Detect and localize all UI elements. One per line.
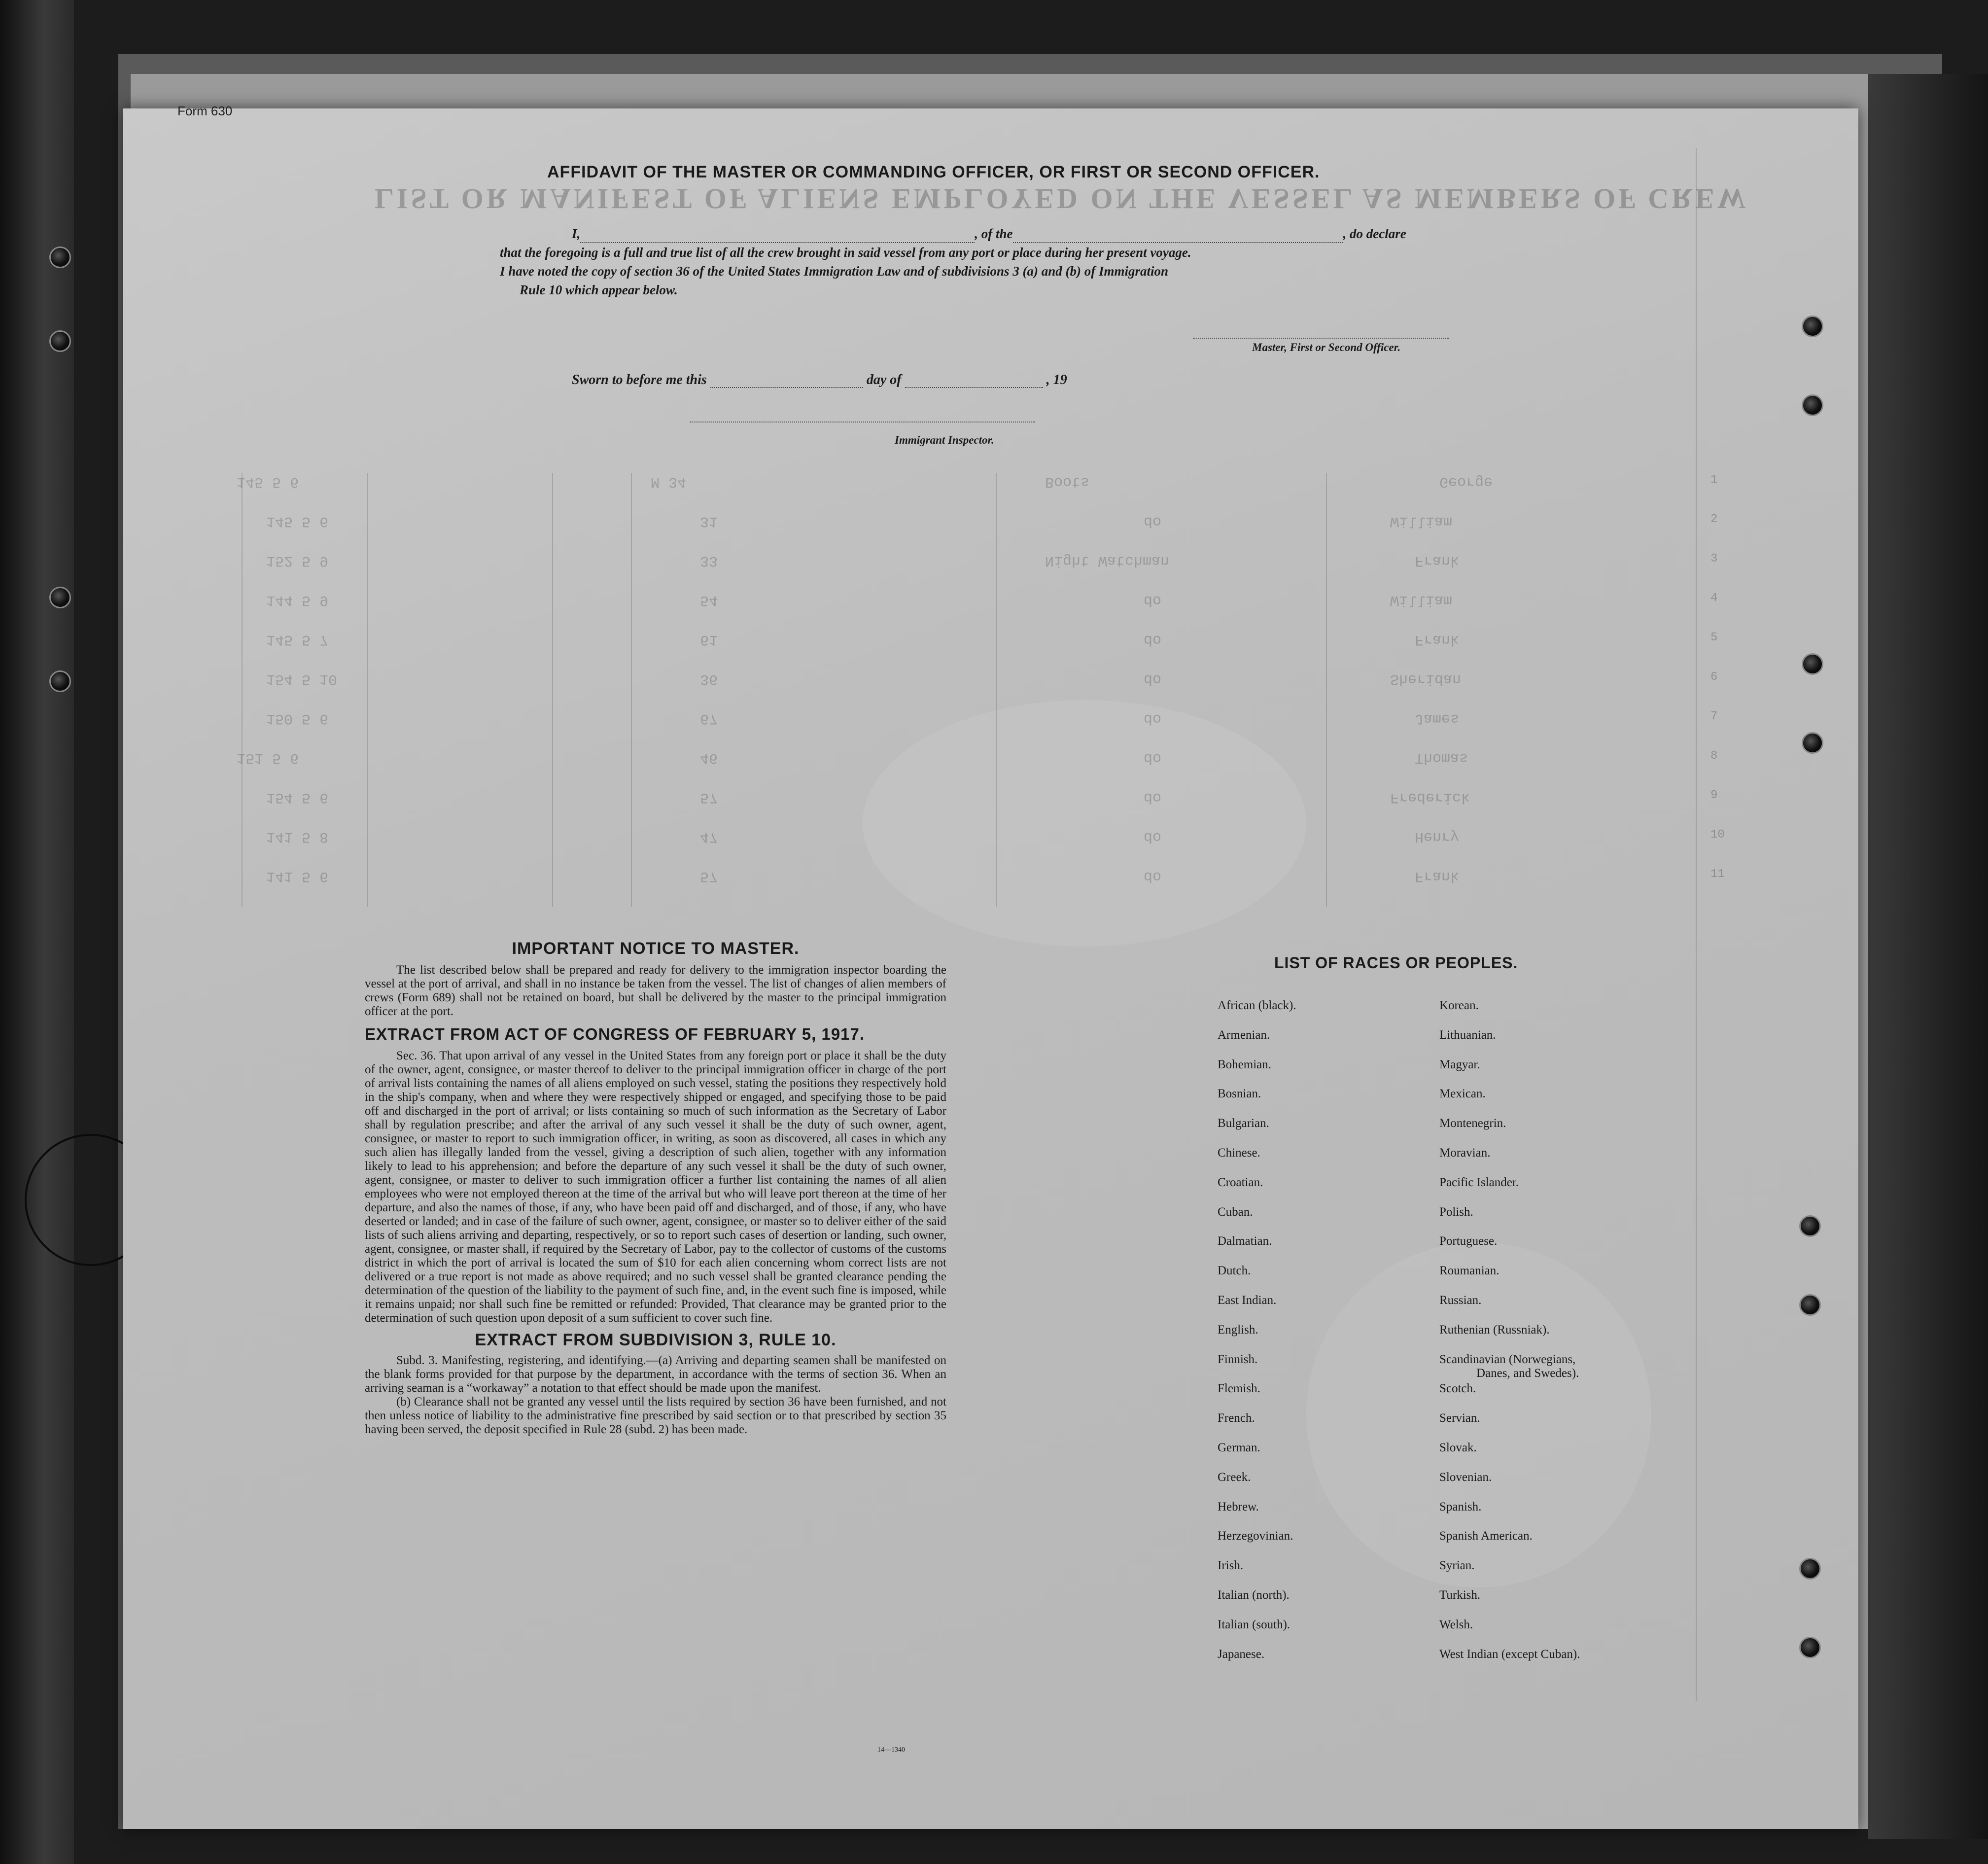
punch-hole xyxy=(1799,1294,1821,1316)
race-item: Russian. xyxy=(1439,1293,1482,1307)
race-item: Montenegrin. xyxy=(1439,1117,1506,1130)
sworn-month-blank xyxy=(905,375,1043,388)
race-item: Italian (north). xyxy=(1218,1588,1290,1602)
bleed-through-row: 154 5 6 57 do Frederick xyxy=(266,789,1470,806)
bleed-through-title: LIST OR MANIFEST OF ALIENS EMPLOYED ON THE VESSEL AS MEMBERS OF CREW xyxy=(375,183,1749,215)
binder-edge xyxy=(0,0,74,1864)
race-item: Portuguese. xyxy=(1439,1234,1498,1248)
margin-number: 2 xyxy=(1710,513,1718,526)
punch-hole xyxy=(1802,732,1823,754)
notice-title: IMPORTANT NOTICE TO MASTER. xyxy=(512,939,800,958)
race-item: Syrian. xyxy=(1439,1559,1475,1573)
race-item: Scotch. xyxy=(1439,1382,1476,1396)
affidavit-i: I, xyxy=(572,226,581,241)
margin-number: 6 xyxy=(1710,670,1718,684)
punch-hole xyxy=(1799,1637,1821,1658)
bleed-through-line xyxy=(1696,148,1697,1701)
punch-hole xyxy=(1802,653,1823,675)
margin-number: 11 xyxy=(1710,868,1725,881)
sworn-line xyxy=(572,372,1067,388)
race-item: Moravian. xyxy=(1439,1146,1491,1160)
punch-hole xyxy=(1799,1215,1821,1237)
bleed-through-row: 141 5 6 57 do Frank xyxy=(266,868,1460,884)
punch-hole xyxy=(1799,1558,1821,1580)
notice-section xyxy=(365,939,946,1437)
bleed-through-row: 151 5 6 46 do Thomas xyxy=(237,749,1468,766)
race-item: French. xyxy=(1218,1411,1255,1425)
affidavit-line-2: that the foregoing is a full and true list of all the crew brought in said vessel from any port or place during her present voyage. xyxy=(500,245,1191,260)
bleed-through-row: 144 5 9 54 do William xyxy=(266,592,1453,608)
punch-hole xyxy=(49,670,71,692)
race-item: Magyar. xyxy=(1439,1057,1480,1071)
races-left-column xyxy=(1218,999,1296,1677)
bleed-through-row: 150 5 6 67 do James xyxy=(266,710,1460,727)
notice-body: The list described below shall be prepared and ready for delivery to the immigration inspector boarding the vessel at the port of arrival, and shall in no instance be taken from the vessel. The list of changes of alien members of crews (Form 689) shall not be retained on board, but shall be delivered by the master to the principal immigration officer at the port. xyxy=(365,963,946,1018)
race-item: Armenian. xyxy=(1218,1028,1270,1042)
race-item: Scandinavian (Norwegians, xyxy=(1439,1352,1576,1366)
race-item: Cuban. xyxy=(1218,1205,1253,1219)
race-item: Spanish American. xyxy=(1439,1529,1533,1543)
bleed-through-row: 141 5 8 47 do Henry xyxy=(266,828,1460,845)
bleed-through-row: 145 5 6 31 do William xyxy=(266,513,1453,529)
race-item: Roumanian. xyxy=(1439,1264,1500,1278)
race-item: Pacific Islander. xyxy=(1439,1175,1519,1189)
race-item: Korean. xyxy=(1439,999,1479,1012)
race-item: Japanese. xyxy=(1218,1647,1265,1661)
affidavit-text xyxy=(493,224,1479,299)
race-item: Mexican. xyxy=(1439,1087,1486,1101)
bleed-through-row: 154 5 10 36 do Sheridan xyxy=(266,670,1462,687)
race-item: Ruthenian (Russniak). xyxy=(1439,1323,1550,1336)
affidavit-line-3: I have noted the copy of section 36 of the United States Immigration Law and of subdivisions 3 (a) and (b) of Immigration xyxy=(500,264,1169,279)
paper-smudge xyxy=(863,700,1306,947)
day-of-label: day of xyxy=(866,372,902,387)
punch-hole xyxy=(49,246,71,268)
extract2-part-a: Subd. 3. Manifesting, registering, and identifying.—(a) Arriving and departing seamen shall be manifested on the blank forms provided for that purpose by the department, in accordance with the terms of section 36. When an arriving seaman is a “workaway” a notation to that effect should be made upon the manifest. xyxy=(365,1354,946,1395)
race-item: Finnish. xyxy=(1218,1352,1258,1366)
race-item: Dalmatian. xyxy=(1218,1234,1272,1248)
sworn-day-blank xyxy=(710,375,863,388)
margin-number: 3 xyxy=(1710,552,1718,565)
race-item: Flemish. xyxy=(1218,1382,1260,1396)
print-code: 14—1340 xyxy=(877,1746,905,1754)
inspector-label: Immigrant Inspector. xyxy=(895,434,994,446)
race-item: Slovenian. xyxy=(1439,1470,1492,1484)
vessel-name-blank xyxy=(1013,230,1343,243)
race-item: Hebrew. xyxy=(1218,1500,1259,1513)
race-item: Spanish. xyxy=(1439,1500,1482,1513)
race-item: Polish. xyxy=(1439,1205,1473,1219)
margin-number: 9 xyxy=(1710,789,1718,802)
race-item: Dutch. xyxy=(1218,1264,1251,1278)
race-item: German. xyxy=(1218,1441,1260,1454)
punch-hole xyxy=(49,587,71,608)
punch-hole xyxy=(1802,316,1823,337)
affidavit-declare: , do declare xyxy=(1343,226,1406,241)
race-item: West Indian (except Cuban). xyxy=(1439,1647,1580,1661)
punch-hole xyxy=(49,330,71,352)
binder-right-edge xyxy=(1868,74,1988,1839)
affidavit-line-4: Rule 10 which appear below. xyxy=(520,282,678,297)
extract1-title: EXTRACT FROM ACT OF CONGRESS OF FEBRUARY 5, 1917. xyxy=(365,1025,865,1043)
master-label: Master, First or Second Officer. xyxy=(1252,341,1401,353)
race-item: Croatian. xyxy=(1218,1175,1263,1189)
affidavit-title: AFFIDAVIT OF THE MASTER OR COMMANDING OFFICER, OR FIRST OR SECOND OFFICER. xyxy=(547,163,1320,181)
race-item: East Indian. xyxy=(1218,1293,1277,1307)
race-item: Bulgarian. xyxy=(1218,1117,1269,1130)
bleed-through-row: 152 5 9 33 Night Watchman Frank xyxy=(266,552,1460,569)
race-item: Turkish. xyxy=(1439,1588,1481,1602)
race-item: Chinese. xyxy=(1218,1146,1260,1160)
bleed-through-row: 145 5 7 61 do Frank xyxy=(266,631,1460,648)
extract2-part-b: (b) Clearance shall not be granted any vessel until the lists required by section 36 have been furnished, and not then unless notice of liability to the administrative fine prescribed by said section or to that prescribed by section 35 having been served, the deposit specified in Rule 28 (subd. 2) has been made. xyxy=(365,1395,946,1436)
margin-number: 4 xyxy=(1710,592,1718,605)
margin-number: 7 xyxy=(1710,710,1718,723)
margin-number: 1 xyxy=(1710,473,1718,487)
bleed-through-row: 145 5 6 M 34 Boots George xyxy=(237,473,1493,490)
race-item: English. xyxy=(1218,1323,1258,1336)
race-item: Irish. xyxy=(1218,1559,1244,1573)
race-item: Greek. xyxy=(1218,1470,1251,1484)
race-item: Welsh. xyxy=(1439,1618,1473,1631)
year-label: , 19 xyxy=(1046,372,1067,387)
races-title: LIST OF RACES OR PEOPLES. xyxy=(1274,954,1518,972)
master-signature-line xyxy=(1193,338,1449,339)
race-item: African (black). xyxy=(1218,999,1296,1012)
form-number: Form 630 xyxy=(177,104,233,118)
officer-name-blank xyxy=(580,230,975,243)
margin-number: 8 xyxy=(1710,749,1718,763)
race-item: Herzegovinian. xyxy=(1218,1529,1293,1543)
race-item: Bohemian. xyxy=(1218,1057,1272,1071)
sworn-label: Sworn to before me this xyxy=(572,372,707,387)
race-item: Bosnian. xyxy=(1218,1087,1261,1101)
punch-hole xyxy=(1802,394,1823,416)
extract1-body: Sec. 36. That upon arrival of any vessel in the United States from any foreign port or place it shall be the duty of the owner, agent, consignee, or master thereof to deliver to the principal immigration officer in charge of the port of arrival lists containing the names of all aliens employed on such vessel, stating the positions they respectively hold in the ship's company, when and where they were respectively shipped or engaged, and specifying those to be paid off and discharged in the port of arrival; or lists containing so much of such information as the Secretary of Labor shall by regulation prescribe; and after the arrival of any such vessel it shall be the duty of such owner, agent, consignee, or master to report to such immigration officer, in writing, as soon as discovered, all cases in which any such alien has illegally landed from the vessel, giving a description of such alien, together with any information likely to lead to his apprehension; and before the departure of any such vessel it shall be the duty of such owner, agent, consignee, or master to deliver to such immigration officer a further list containing the names of all alien employees who were not employed thereon at the time of the arrival but who will leave port thereon at the time of her departure, and also the names of those, if any, who have been paid off and discharged, and of those, if any, who have deserted or landed; and in case of the failure of such owner, agent, consignee, or master so to deliver either of the said lists of such aliens arriving and departing, respectively, or so to report such cases of desertion or landing, such owner, agent, consignee, or master shall, if required by the Secretary of Labor, pay to the collector of customs of the customs district in which the port of arrival is located the sum of $10 for each alien concerning whom correct lists are not delivered or a true report is not made as above required; and no such vessel shall be granted clearance pending the determination of the question of the liability to the payment of such fine, and, in the event such fine is imposed, while it remains unpaid; nor shall such fine be remitted or refunded: Provided, That clearance may be granted prior to the determination of such question upon deposit of a sum sufficient to cover such fine. xyxy=(365,1049,946,1325)
affidavit-of-the: , of the xyxy=(975,226,1013,241)
races-right-column xyxy=(1439,999,1580,1677)
race-item: Danes, and Swedes). xyxy=(1476,1366,1579,1380)
race-item: Slovak. xyxy=(1439,1441,1477,1454)
race-item: Italian (south). xyxy=(1218,1618,1290,1631)
margin-number: 5 xyxy=(1710,631,1718,644)
race-item: Lithuanian. xyxy=(1439,1028,1496,1042)
race-item: Servian. xyxy=(1439,1411,1480,1425)
extract2-title: EXTRACT FROM SUBDIVISION 3, RULE 10. xyxy=(475,1331,837,1349)
margin-number: 10 xyxy=(1710,828,1725,842)
